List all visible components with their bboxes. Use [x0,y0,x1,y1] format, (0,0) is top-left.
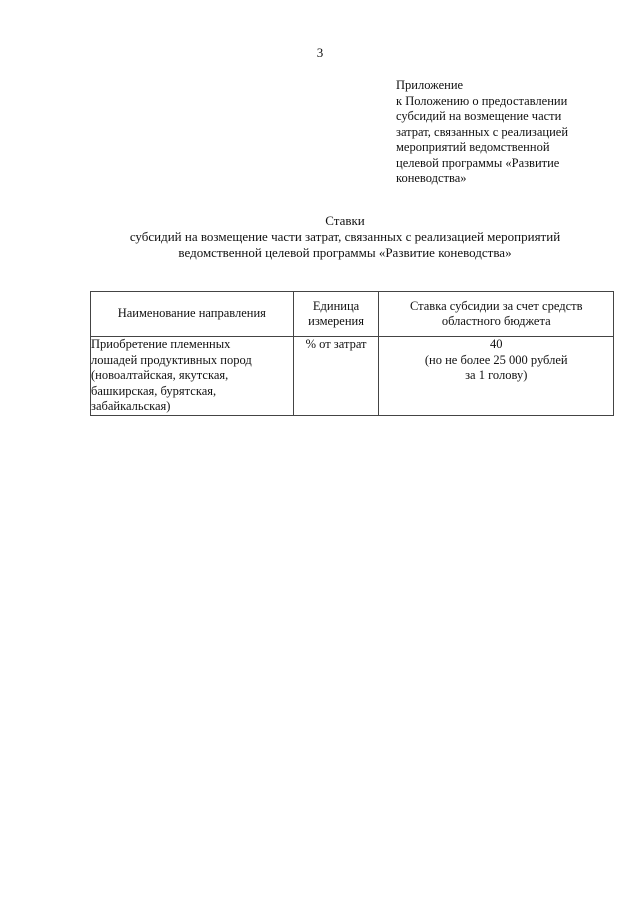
cell-line: забайкальская) [91,399,171,413]
cell-line: за 1 голову) [465,368,528,382]
appendix-line: Приложение [396,78,464,92]
cell-line: (новоалтайская, якутская, [91,368,229,382]
header-line: Наименование направления [117,306,266,321]
page-number: 3 [316,45,324,60]
cell-line: Приобретение племенных [91,337,231,351]
header-line: Ставка субсидии за счет средств [409,298,583,313]
appendix-line: целевой программы «Развитие [396,155,560,170]
table-row [91,337,614,416]
header-line: измерения [308,314,364,328]
document-title [60,213,630,261]
title-heading: Ставки [325,213,365,228]
appendix-line: мероприятий ведомственной [396,140,550,154]
header-line: областного бюджета [441,314,551,328]
header-unit [293,292,379,337]
title-line: субсидий на возмещение части затрат, связанных с реализацией мероприятий [129,229,561,244]
cell-direction [91,337,294,416]
appendix-line: затрат, связанных с реализацией [396,124,569,139]
cell-line: 40 [489,337,503,351]
cell-line: башкирская, бурятская, [91,383,217,398]
cell-line: лошадей продуктивных пород [91,352,252,367]
cell-line: (но не более 25 000 рублей [424,352,568,367]
subsidy-rates-table [90,291,614,416]
title-line: ведомственной целевой программы «Развитие коневодства» [178,245,512,260]
appendix-note [396,78,621,187]
header-direction [91,292,294,337]
cell-unit [293,337,379,416]
table-header-row [91,292,614,337]
appendix-line: субсидий на возмещение части [396,109,562,123]
header-line: Единица [312,298,360,313]
appendix-line: коневодства» [396,171,467,185]
appendix-line: к Положению о предоставлении [396,93,568,108]
header-rate [379,292,614,337]
cell-rate [379,337,614,416]
cell-line: % от затрат [305,337,367,351]
